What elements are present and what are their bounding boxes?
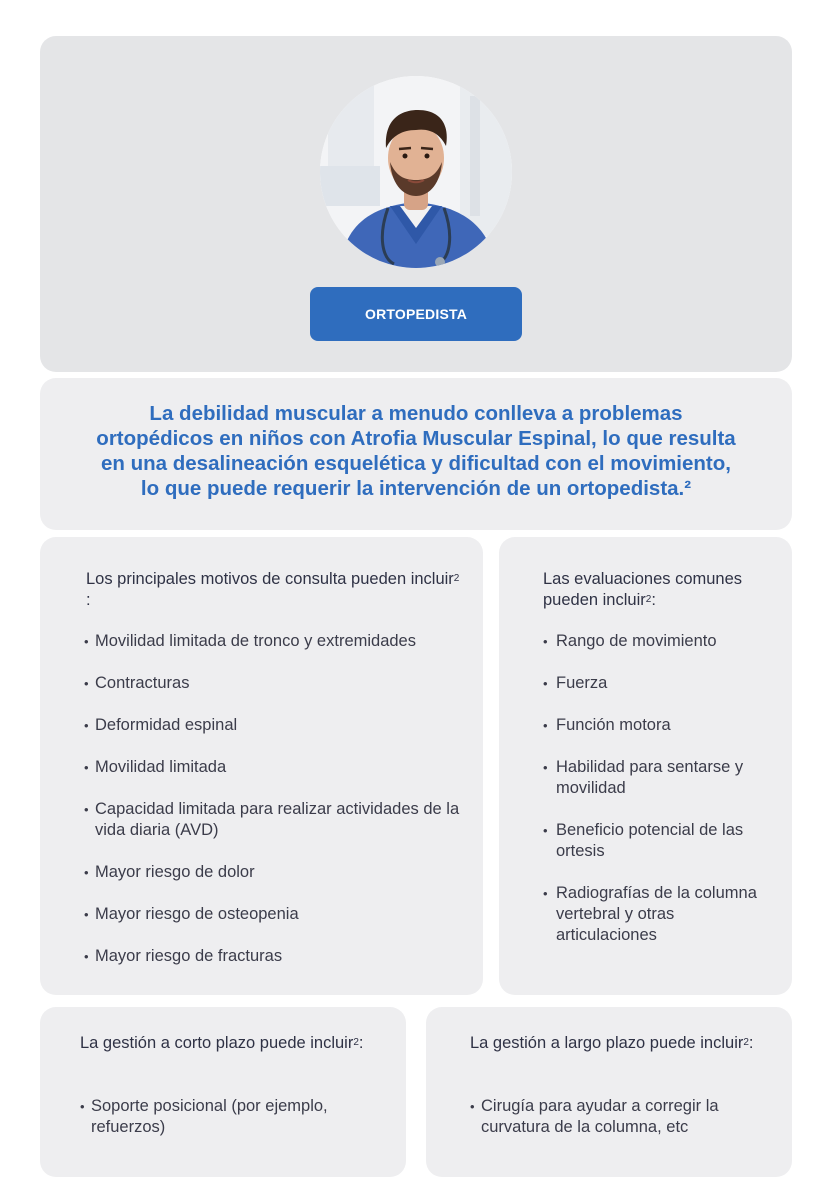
list-item: • Movilidad limitada de tronco y extremidades [84, 631, 474, 652]
reference-sup: 2 [353, 1037, 359, 1048]
doctor-photo-illustration [320, 76, 512, 268]
heading-suffix: : [651, 591, 656, 609]
list-item: • Soporte posicional (por ejemplo, refuerzos) [80, 1096, 390, 1138]
list-item: • Función motora [543, 715, 773, 736]
intro-line: ortopédicos en niños con Atrofia Muscular Espinal, lo que resulta [96, 427, 736, 450]
heading-text: Las evaluaciones comunes pueden incluir [543, 570, 743, 609]
list-item: • Capacidad limitada para realizar actividades de la vida diaria (AVD) [84, 799, 474, 841]
evaluations-heading [543, 569, 763, 611]
reference-sup: 2 [743, 1037, 749, 1048]
consultation-reasons-heading [86, 569, 466, 611]
short-term-heading [80, 1033, 380, 1054]
consultation-reasons-card [40, 537, 483, 995]
heading-text: Los principales motivos de consulta pueden incluir [86, 570, 454, 588]
intro-line: La debilidad muscular a menudo conlleva a problemas [149, 402, 683, 425]
header-card [40, 36, 792, 372]
long-term-management-card [426, 1007, 792, 1177]
list-item: • Mayor riesgo de osteopenia [84, 904, 474, 925]
list-item: • Cirugía para ayudar a corregir la curvatura de la columna, etc [470, 1096, 780, 1138]
heading-suffix: : [748, 1034, 754, 1052]
list-item: • Movilidad limitada [84, 757, 474, 778]
heading-suffix: : [86, 591, 91, 609]
list-item: • Contracturas [84, 673, 474, 694]
short-term-management-card [40, 1007, 406, 1177]
list-item: • Mayor riesgo de fracturas [84, 946, 474, 967]
list-item: • Habilidad para sentarse y movilidad [543, 757, 773, 799]
doctor-avatar [320, 76, 512, 268]
evaluations-card [499, 537, 792, 995]
consultation-reasons-list [84, 631, 474, 988]
list-item: • Rango de movimiento [543, 631, 773, 652]
intro-line: lo que puede requerir la intervención de un ortopedista.² [140, 477, 692, 500]
reference-sup: 2 [645, 594, 652, 605]
list-item: • Fuerza [543, 673, 773, 694]
list-item: • Deformidad espinal [84, 715, 474, 736]
intro-card [40, 378, 792, 530]
evaluations-list [543, 631, 773, 967]
long-term-list [470, 1096, 780, 1138]
list-item: • Beneficio potencial de las ortesis [543, 820, 773, 862]
intro-statement [40, 401, 792, 501]
list-item: • Radiografías de la columna vertebral y otras articulaciones [543, 883, 773, 946]
heading-text: La gestión a largo plazo puede incluir [470, 1034, 744, 1052]
heading-suffix: : [358, 1034, 364, 1052]
heading-text: La gestión a corto plazo puede incluir [80, 1034, 354, 1052]
intro-line: en una desalineación esquelética y dificultad con el movimiento, [101, 452, 731, 475]
long-term-heading [470, 1033, 770, 1054]
role-button[interactable]: ORTOPEDISTA [310, 287, 522, 341]
list-item: • Mayor riesgo de dolor [84, 862, 474, 883]
reference-sup: 2 [453, 573, 460, 584]
short-term-list [80, 1096, 390, 1138]
